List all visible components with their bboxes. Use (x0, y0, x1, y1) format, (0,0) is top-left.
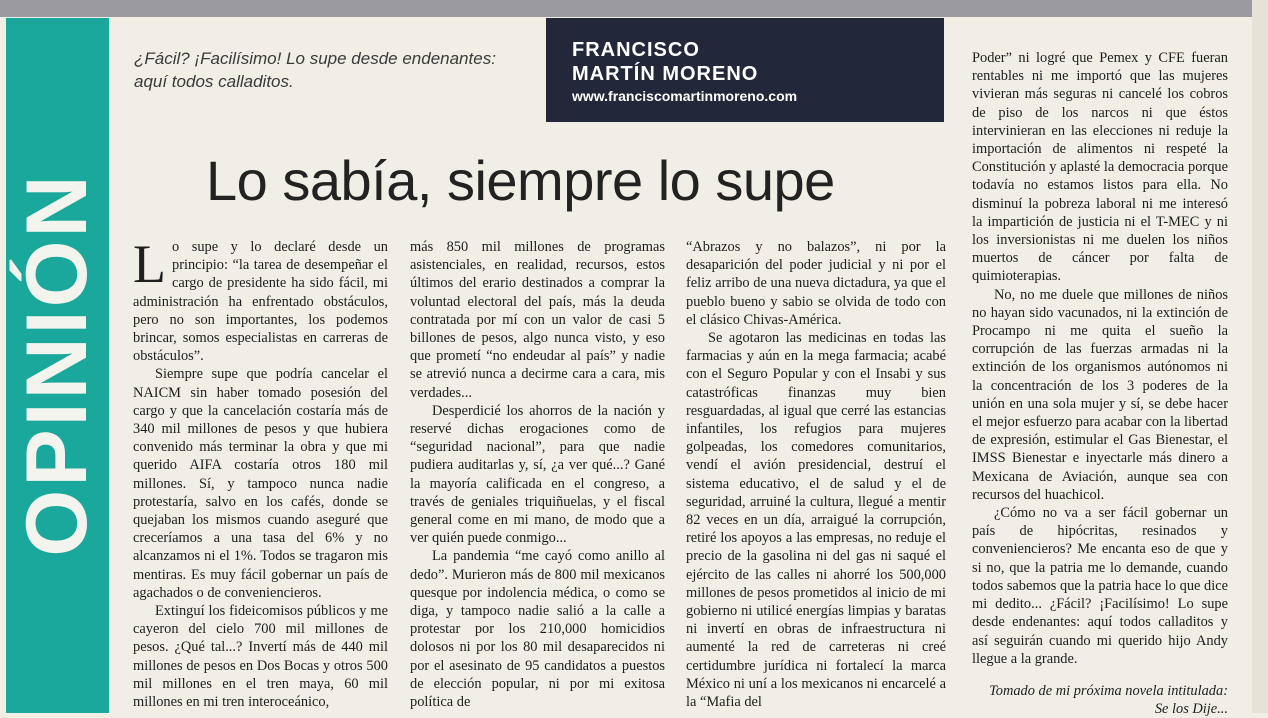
paragraph-2: Siempre supe que podría cancelar el NAICM sin haber tomado posesión del cargo y que la cancelación costaría más de 340 mil millones de pesos y que hubiera convenido más terminar la obra y que mi querido AIFA costaría otros 180 mil millones. Sí, y tampoco nunca nadie protestaría, salvo en los cafés, donde se quejaban los mismos cuando aseguré que creceríamos a una tasa del 6% y no alcanzamos ni el 1%. Todos se tragaron mis mentiras. Es muy fácil gobernar un país de agachados o de conveniencieros. (133, 366, 388, 601)
article-column-3 (686, 238, 946, 711)
paragraph-7: “Abrazos y no balazos”, ni por la desaparición del poder judicial y ni por el feliz arribo de una nueva dictadura, ya que el pueblo bueno y sabio se olvida de todo con el clásico Chivas-América. (686, 239, 946, 328)
author-name (572, 38, 758, 86)
paragraph-4: más 850 mil millones de programas asistenciales, en realidad, recursos, estos últimos del erario destinados a comprar la voluntad electoral del país, más la deuda contratada por mí con un valor de casi 5 billones de pesos, algo nunca visto, y eso que prometí “no endeudar al país” y nadie se atrevió nunca a decirme cara a cara, mis verdades... (410, 239, 665, 401)
paragraph-9: Poder” ni logré que Pemex y CFE fueran rentables ni me importó que las mujeres vivieran más seguras ni cancelé los cobros de piso de los narcos ni que éstos intervinieran en las elecciones ni reduje la importación de alimentos ni respeté la Constitución y aplasté la democracia porque todavía no estamos listos para ella. No disminuí la pobreza laboral ni me interesó la impartición de justicia ni el T-MEC y ni los inversionistas ni me duelen los niños muertos de cáncer por falta de quimioterapias. (972, 50, 1228, 285)
author-name-line2: MARTÍN MORENO (572, 63, 759, 85)
article-column-2 (410, 238, 665, 711)
top-bar (0, 0, 1252, 17)
author-name-line1: FRANCISCO (572, 39, 700, 61)
page-edge (1252, 0, 1268, 713)
credit-line: Tomado de mi próxima novela intitulada: Se los Dije... (989, 682, 1228, 718)
article-column-4 (972, 49, 1228, 718)
dropcap: L (133, 234, 166, 294)
section-label: OPINIÓN (9, 172, 105, 557)
teaser-text: ¿Fácil? ¡Facilísimo! Lo supe desde endenantes: aquí todos calladitos. (134, 49, 496, 91)
paragraph-5: Desperdicié los ahorros de la nación y reservé dichas erogaciones como de “seguridad nacional”, para que nadie pudiera auditarlas y, sí, ¿a ver qué...? Gané la mayoría calificada en el congreso, a través de geniales triquiñuelas, y el fiscal general come en mi mano, de modo que a ver quién puede conmigo... (410, 402, 665, 547)
section-sidebar (6, 18, 109, 713)
paragraph-6: La pandemia “me cayó como anillo al dedo”. Murieron más de 800 mil mexicanos quesque por indolencia médica, o como se diga, y tampoco nadie salió a la calle a protestar por los 210,000 homicidios dolosos ni por los 80 mil desaparecidos ni por el asesinato de 95 candidatos a puestos de elección popular, ni por mi exitosa política de (410, 548, 665, 711)
teaser-box (114, 18, 546, 122)
author-url: www.franciscomartinmoreno.com (572, 88, 798, 104)
paragraph-1-text: o supe y lo declaré desde un principio: “la tarea de desempeñar el cargo de presidente ha sido fácil, mi administración ha enfrentado obstáculos, pero no son importantes, los podemos brincar, somos especialistas en carreras de obstáculos”. (133, 239, 388, 365)
paragraph-1 (133, 234, 388, 365)
headline: Lo sabía, siempre lo supe (206, 149, 835, 212)
paragraph-8: Se agotaron las medicinas en todas las farmacias y aún en la mega farmacia; acabé con el Seguro Popular y con el Insabi y sus catastróficas finanzas muy bien resguardadas, al igual que cerré las estancias infantiles, los refugios para mujeres golpeadas, los comedores comunitarios, vendí el avión presidencial, destruí el sistema educativo, el de salud y el de seguridad, arruiné la cultura, llegué a mentir 82 veces en un día, arraigué la corrupción, retiré los apoyos a las empresas, no reduje el precio de la gasolina ni del gas ni saqué el ejército de las calles ni ahorré los 500,000 millones de pesos prometidos al inicio de mi gobierno ni utilicé energías limpias y baratas ni invertí en obras de infraestructura ni aumenté la red de carreteras ni creé certidumbre jurídica ni fortalecí la marca México ni uní a los mexicanos ni encarcelé a la “Mafia del (686, 330, 946, 711)
paragraph-11: ¿Cómo no va a ser fácil gobernar un país de hipócritas, resinados y conveniencieros? Me encanta eso de que y si no, que la patria me lo demande, cuando todos sabemos que la patria hace lo que dice mi dedito... ¿Fácil? ¡Facilísimo! Lo supe desde endenantes: aquí todos calladitos y así seguirán cuando mi querido hijo Andy llegue a la grande. (972, 505, 1228, 667)
article-column-1 (133, 234, 388, 711)
author-banner (546, 18, 944, 122)
paragraph-3: Extinguí los fideicomisos públicos y me cayeron del cielo 700 mil millones de pesos. ¿Qué tal...? Invertí más de 440 mil millones de pesos en Dos Bocas y otros 500 mil millones en el tren maya, 60 mil millones en mi tren interoceánico, (133, 603, 388, 711)
paragraph-10: No, no me duele que millones de niños no hayan sido vacunados, ni la extinción de Procampo ni me quita el sueño la corrupción de las fuerzas armadas ni la extinción de los organismos autónomos ni la concentración de los 3 poderes de la unión en una sola mujer y sí, se debe hacer el mejor esfuerzo para acabar con la libertad de expresión, estimular el Gas Bienestar, el IMSS Bienestar e inyectarle más dinero a Mexicana de Aviación, aunque sea con recursos del huachicol. (972, 286, 1228, 503)
